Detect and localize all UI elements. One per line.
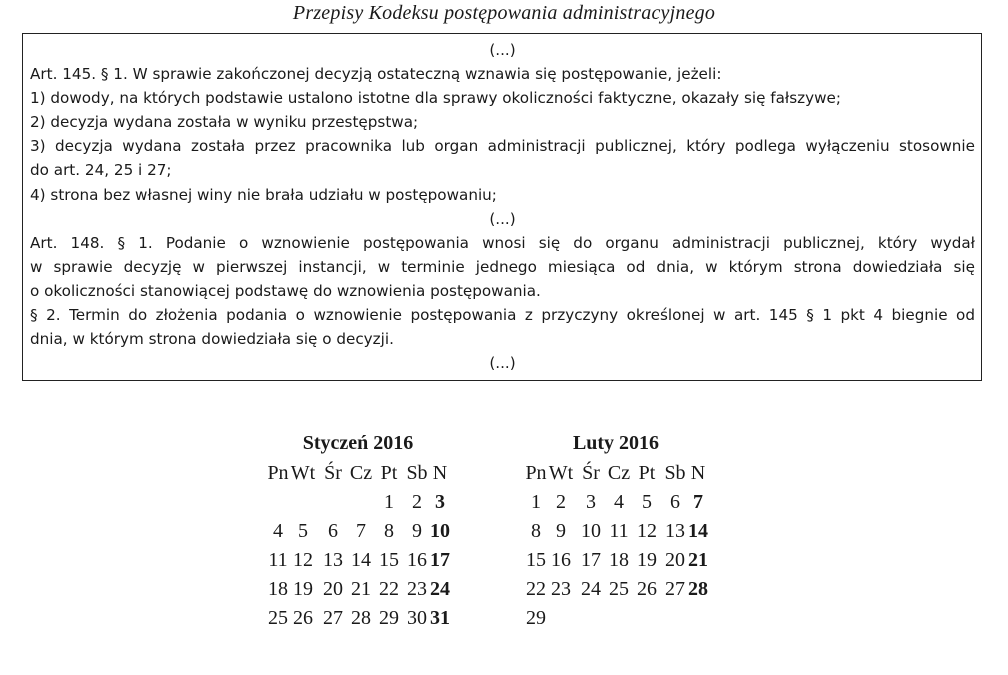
calendar-day: 15	[526, 549, 546, 571]
weekday-header: Wt	[548, 462, 574, 484]
calendar-day: 25	[609, 578, 629, 600]
calendar-day: 3	[586, 491, 596, 513]
calendar-day: 16	[551, 549, 571, 571]
calendar-day: 24	[581, 578, 601, 600]
calendar-day: 14	[351, 549, 371, 571]
calendar-day: 21	[688, 549, 708, 571]
calendar-day: 20	[323, 578, 343, 600]
calendar-day: 21	[351, 578, 371, 600]
calendar-title: Styczeń 2016	[302, 432, 414, 454]
weekday-header: Śr	[582, 462, 600, 484]
art148-s1-line-3: o okoliczności stanowiącej podstawę do wznowienia postępowania.	[30, 281, 541, 300]
weekday-header: Pn	[267, 462, 289, 484]
calendar-day: 18	[609, 549, 629, 571]
calendar-day: 5	[298, 520, 308, 542]
calendar-day: 20	[665, 549, 685, 571]
weekday-header: N	[690, 462, 706, 484]
calendar-day: 19	[293, 578, 313, 600]
art145-point-3-line-1: 3) decyzja wydana została przez pracownika lub organ administracji publicznej, który podlega wyłączeniu stosownie	[30, 137, 975, 156]
calendar-day: 9	[412, 520, 422, 542]
calendar-day: 17	[430, 549, 450, 571]
calendar-day: 10	[581, 520, 601, 542]
ellipsis-marker: (...)	[489, 209, 516, 228]
calendar-day: 3	[435, 491, 445, 513]
weekday-header: Sb	[664, 462, 686, 484]
calendar-day: 22	[379, 578, 399, 600]
calendar-day: 28	[351, 607, 371, 629]
calendar-day: 7	[356, 520, 366, 542]
calendar-day: 24	[430, 578, 450, 600]
calendar-day: 9	[556, 520, 566, 542]
calendar-day: 2	[556, 491, 566, 513]
calendar-day: 6	[328, 520, 338, 542]
calendar-day: 27	[323, 607, 343, 629]
calendar-day: 28	[688, 578, 708, 600]
weekday-header: Cz	[607, 462, 631, 484]
calendar-day: 5	[642, 491, 652, 513]
calendar-day: 22	[526, 578, 546, 600]
law-excerpt-box	[22, 33, 982, 381]
calendar-day: 16	[407, 549, 427, 571]
weekday-header: Pt	[380, 462, 398, 484]
ellipsis-marker: (...)	[489, 41, 516, 59]
art148-s1-line-1: Art. 148. § 1. Podanie o wznowienie postępowania wnosi się do organu administracji publicznej, który wydał	[30, 233, 975, 252]
calendar-day: 12	[293, 549, 313, 571]
art145-point-4: 4) strona bez własnej winy nie brała udziału w postępowaniu;	[30, 185, 497, 204]
weekday-header: Pt	[638, 462, 656, 484]
weekday-header: Pn	[525, 462, 547, 484]
calendar-day: 17	[581, 549, 601, 571]
calendar-day: 19	[637, 549, 657, 571]
calendar-day: 2	[412, 491, 422, 513]
weekday-header: Wt	[290, 462, 316, 484]
calendar-day: 23	[551, 578, 571, 600]
calendar-day: 10	[430, 520, 450, 542]
calendar-day: 13	[323, 549, 343, 571]
art145-point-2: 2) decyzja wydana została w wyniku przestępstwa;	[30, 113, 419, 132]
calendar-day: 31	[430, 607, 450, 629]
art145-point-1: 1) dowody, na których podstawie ustalono istotne dla sprawy okoliczności faktyczne, okazały się fałszywe;	[30, 89, 841, 108]
calendar-day: 8	[384, 520, 394, 542]
calendar-day: 11	[268, 549, 288, 571]
weekday-header: Śr	[324, 462, 342, 484]
weekday-header: Sb	[406, 462, 428, 484]
document-title: Przepisy Kodeksu postępowania administracyjnego	[292, 2, 716, 24]
calendar-day: 30	[407, 607, 427, 629]
weekday-header: N	[432, 462, 448, 484]
calendar-day: 12	[637, 520, 657, 542]
calendar-day: 15	[379, 549, 399, 571]
art148-s2-line-1: § 2. Termin do złożenia podania o wznowienie postępowania z przyczyny określonej w art. 145 § 1 pkt 4 biegnie od	[30, 306, 975, 325]
art148-s1-line-2: w sprawie decyzję w pierwszej instancji, w terminie jednego miesiąca od dnia, w którym strona dowiedziała się	[30, 257, 975, 276]
calendar-day: 18	[268, 578, 288, 600]
calendar-day: 26	[637, 578, 657, 600]
calendar-day: 6	[670, 491, 680, 513]
calendar-day: 1	[384, 491, 394, 513]
art145-intro: Art. 145. § 1. W sprawie zakończonej decyzją ostateczną wznawia się postępowanie, jeżeli:	[30, 65, 722, 84]
calendar-day: 26	[293, 607, 313, 629]
calendar-day: 4	[273, 520, 283, 542]
calendar-day: 27	[665, 578, 685, 600]
ellipsis-marker: (...)	[489, 354, 516, 373]
calendar-day: 1	[531, 491, 541, 513]
art148-s2-line-2: dnia, w którym strona dowiedziała się o decyzji.	[30, 330, 394, 349]
calendar-day: 13	[665, 520, 685, 542]
calendar-day: 25	[268, 607, 288, 629]
calendar-day: 29	[379, 607, 399, 629]
calendar-day: 23	[407, 578, 427, 600]
calendar-day: 7	[693, 491, 703, 513]
calendar-title: Luty 2016	[572, 432, 660, 454]
calendar-day: 29	[526, 607, 546, 629]
calendar-day: 14	[688, 520, 708, 542]
calendar-day: 11	[609, 520, 629, 542]
art145-point-3-line-2: do art. 24, 25 i 27;	[30, 161, 172, 180]
calendar-day: 8	[531, 520, 541, 542]
calendar-day: 4	[614, 491, 624, 513]
weekday-header: Cz	[349, 462, 373, 484]
